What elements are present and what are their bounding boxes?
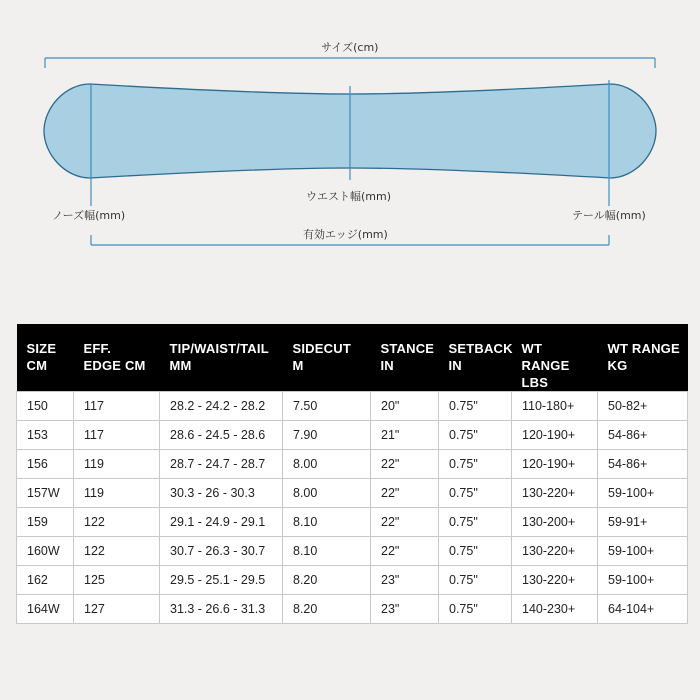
cell-setback: 0.75" [439, 566, 512, 595]
column-header-wt-range-kg [598, 324, 688, 392]
column-header-line2: EDGE CM [83, 358, 146, 373]
table-row [17, 595, 688, 624]
cell-tip-waist-tail: 28.7 - 24.7 - 28.7 [160, 450, 283, 479]
cell-edge: 117 [74, 421, 160, 450]
length-label: サイズ(cm) [318, 42, 381, 54]
column-header-line1: SETBACK [448, 341, 513, 356]
cell-tip-waist-tail: 28.2 - 24.2 - 28.2 [160, 392, 283, 421]
cell-wt-range-kg: 50-82+ [598, 392, 688, 421]
column-header-tip-waist-tail [160, 324, 283, 392]
cell-size: 150 [17, 392, 74, 421]
cell-edge: 119 [74, 450, 160, 479]
cell-wt-range-kg: 54-86+ [598, 421, 688, 450]
cell-setback: 0.75" [439, 595, 512, 624]
tail-width-label: テール幅(mm) [572, 209, 646, 222]
cell-tip-waist-tail: 28.6 - 24.5 - 28.6 [160, 421, 283, 450]
cell-stance: 22" [371, 479, 439, 508]
cell-wt-range-kg: 59-100+ [598, 537, 688, 566]
cell-setback: 0.75" [439, 537, 512, 566]
column-header-setback [439, 324, 512, 392]
table-header-row [17, 324, 688, 392]
table-row [17, 479, 688, 508]
table-row [17, 421, 688, 450]
cell-setback: 0.75" [439, 392, 512, 421]
cell-size: 157W [17, 479, 74, 508]
cell-sidecut: 8.20 [283, 566, 371, 595]
cell-wt-range-lbs: 130-220+ [512, 566, 598, 595]
table-row [17, 392, 688, 421]
column-header-line2: MM [169, 358, 192, 373]
cell-size: 153 [17, 421, 74, 450]
column-header-line2: KG [607, 358, 628, 373]
cell-size: 156 [17, 450, 74, 479]
cell-edge: 127 [74, 595, 160, 624]
cell-setback: 0.75" [439, 479, 512, 508]
cell-tip-waist-tail: 30.7 - 26.3 - 30.7 [160, 537, 283, 566]
cell-size: 159 [17, 508, 74, 537]
cell-tip-waist-tail: 31.3 - 26.6 - 31.3 [160, 595, 283, 624]
cell-wt-range-lbs: 130-220+ [512, 479, 598, 508]
cell-edge: 122 [74, 508, 160, 537]
column-header-line2: IN [380, 358, 394, 373]
cell-tip-waist-tail: 29.5 - 25.1 - 29.5 [160, 566, 283, 595]
cell-tip-waist-tail: 30.3 - 26 - 30.3 [160, 479, 283, 508]
cell-wt-range-lbs: 140-230+ [512, 595, 598, 624]
cell-sidecut: 8.10 [283, 537, 371, 566]
cell-edge: 119 [74, 479, 160, 508]
spec-table [16, 324, 688, 624]
cell-stance: 23" [371, 595, 439, 624]
table-row [17, 566, 688, 595]
column-header-edge [74, 324, 160, 392]
column-header-wt-range-lbs [512, 324, 598, 392]
cell-sidecut: 8.10 [283, 508, 371, 537]
edge-length-label: 有効エッジ(mm) [300, 229, 391, 241]
cell-stance: 20" [371, 392, 439, 421]
cell-wt-range-kg: 54-86+ [598, 450, 688, 479]
cell-edge: 117 [74, 392, 160, 421]
column-header-line2: M [292, 358, 304, 373]
cell-setback: 0.75" [439, 450, 512, 479]
cell-stance: 21" [371, 421, 439, 450]
cell-stance: 22" [371, 508, 439, 537]
cell-setback: 0.75" [439, 421, 512, 450]
column-header-line1: WT RANGE [607, 341, 680, 356]
table-row [17, 508, 688, 537]
cell-stance: 22" [371, 450, 439, 479]
table-row [17, 537, 688, 566]
cell-edge: 122 [74, 537, 160, 566]
cell-wt-range-kg: 64-104+ [598, 595, 688, 624]
column-header-line2: LBS [521, 375, 549, 390]
cell-size: 164W [17, 595, 74, 624]
cell-wt-range-lbs: 110-180+ [512, 392, 598, 421]
cell-wt-range-lbs: 130-220+ [512, 537, 598, 566]
column-header-line1: TIP/WAIST/TAIL [169, 341, 269, 356]
cell-wt-range-kg: 59-91+ [598, 508, 688, 537]
column-header-line1: SIZE [26, 341, 57, 356]
column-header-sidecut [283, 324, 371, 392]
column-header-line1: SIDECUT [292, 341, 351, 356]
cell-wt-range-lbs: 120-190+ [512, 421, 598, 450]
cell-wt-range-lbs: 120-190+ [512, 450, 598, 479]
cell-sidecut: 7.50 [283, 392, 371, 421]
column-header-size [17, 324, 74, 392]
cell-wt-range-lbs: 130-200+ [512, 508, 598, 537]
cell-sidecut: 8.00 [283, 479, 371, 508]
cell-tip-waist-tail: 29.1 - 24.9 - 29.1 [160, 508, 283, 537]
cell-setback: 0.75" [439, 508, 512, 537]
column-header-stance [371, 324, 439, 392]
nose-width-label: ノーズ幅(mm) [52, 209, 126, 222]
cell-wt-range-kg: 59-100+ [598, 566, 688, 595]
waist-width-label: ウエスト幅(mm) [306, 190, 392, 203]
cell-sidecut: 8.00 [283, 450, 371, 479]
cell-stance: 22" [371, 537, 439, 566]
cell-size: 160W [17, 537, 74, 566]
column-header-line1: STANCE [380, 341, 435, 356]
column-header-line1: WT RANGE [521, 341, 570, 373]
cell-sidecut: 8.20 [283, 595, 371, 624]
cell-stance: 23" [371, 566, 439, 595]
cell-wt-range-kg: 59-100+ [598, 479, 688, 508]
table-body [17, 392, 688, 624]
table-row [17, 450, 688, 479]
cell-sidecut: 7.90 [283, 421, 371, 450]
cell-edge: 125 [74, 566, 160, 595]
column-header-line2: CM [26, 358, 48, 373]
cell-size: 162 [17, 566, 74, 595]
column-header-line1: EFF. [83, 341, 112, 356]
column-header-line2: IN [448, 358, 462, 373]
